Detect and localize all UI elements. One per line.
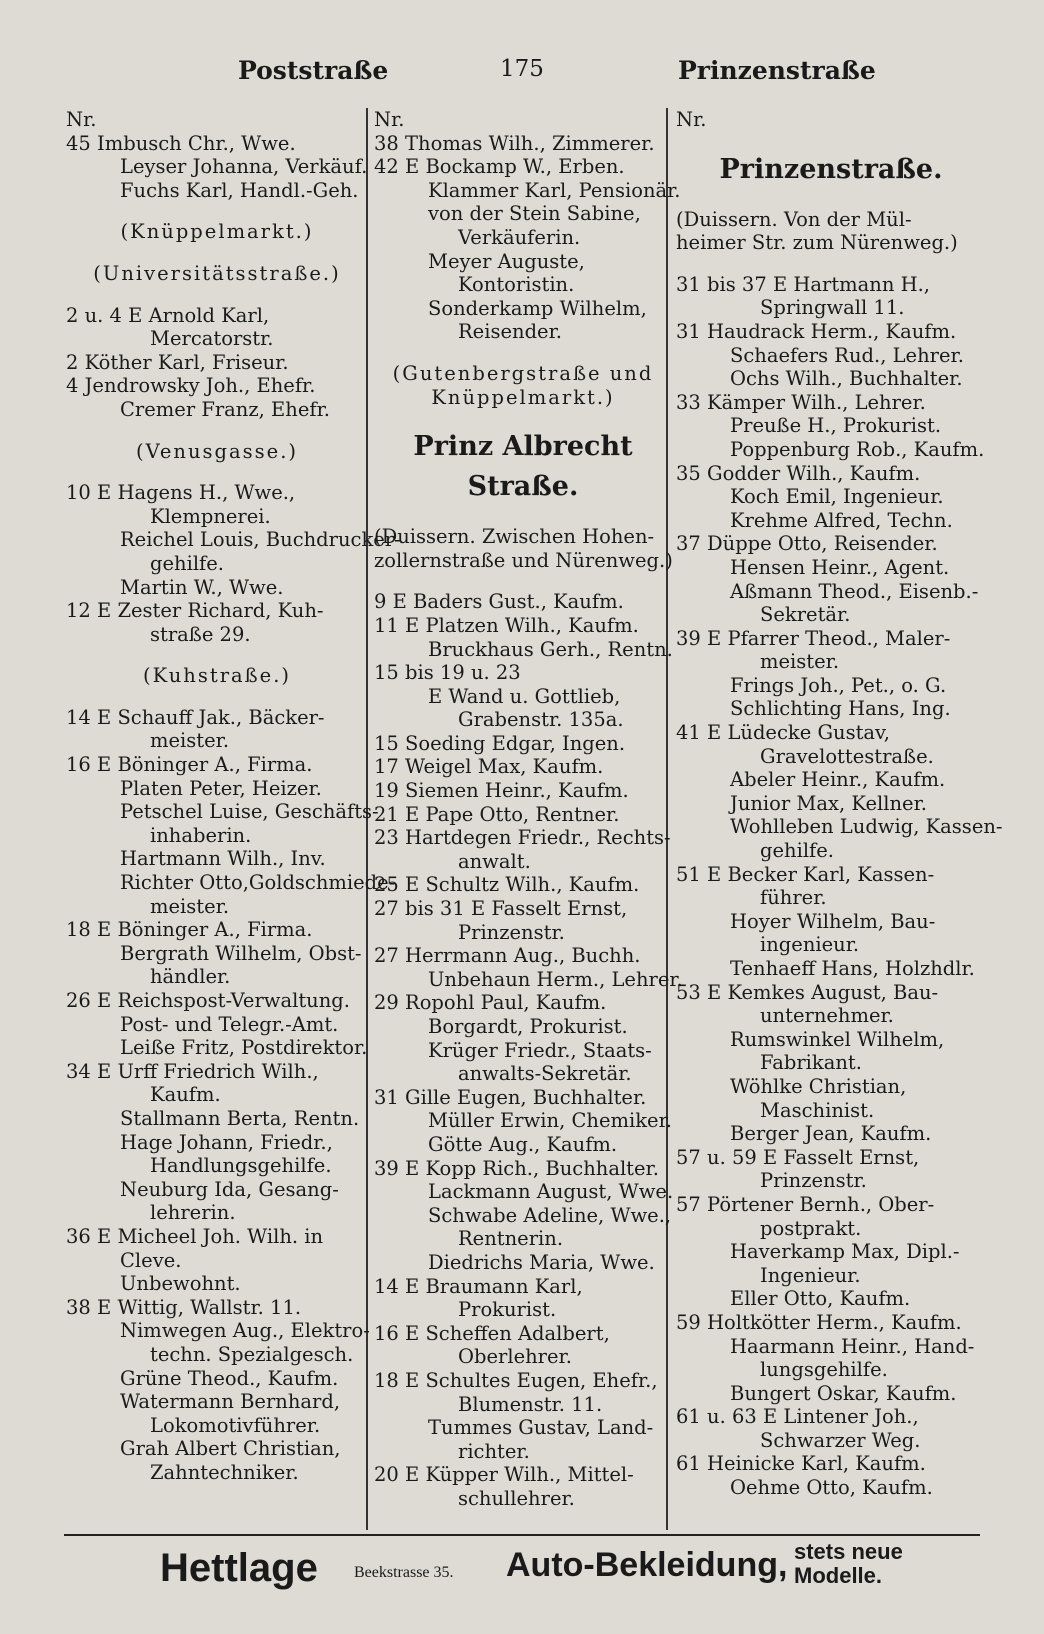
resident-entry: Leyser Johanna, Verkäuf. (120, 155, 368, 179)
resident-entry: Koch Emil, Ingenieur. (730, 485, 944, 509)
house-entry: 10 E Hagens H., Wwe., (66, 481, 296, 505)
resident-entry: Frings Joh., Pet., o. G. (730, 673, 947, 697)
entry-continuation: Klempnerei. (150, 504, 271, 528)
house-entry: 31 Gille Eugen, Buchhalter. (374, 1085, 647, 1109)
house-entry: 4 Jendrowsky Joh., Ehefr. (66, 374, 316, 398)
resident-entry: Sonderkamp Wilhelm, (428, 296, 647, 320)
street-description: heimer Str. zum Nürenweg.) (676, 231, 958, 255)
street-crossing: (Universitätsstraße.) (93, 261, 341, 285)
resident-entry: Unbewohnt. (120, 1272, 241, 1296)
resident-entry: Cremer Franz, Ehefr. (120, 397, 330, 421)
resident-entry: E Wand u. Gottlieb, (428, 684, 621, 708)
entry-continuation: ingenieur. (760, 933, 860, 957)
house-entry: 39 E Kopp Rich., Buchhalter. (374, 1156, 659, 1180)
spacer (66, 286, 368, 304)
house-entry: 18 E Schultes Eugen, Ehefr., (374, 1368, 658, 1392)
house-entry: 25 E Schultz Wilh., Kaufm. (374, 873, 640, 897)
house-entry: 15 Soeding Edgar, Ingen. (374, 731, 626, 755)
resident-entry: Hage Johann, Friedr., (120, 1130, 333, 1154)
entry-continuation: Prokurist. (458, 1298, 557, 1322)
resident-entry: Hensen Heinr., Agent. (730, 555, 950, 579)
resident-entry: Haverkamp Max, Dipl.- (730, 1240, 960, 1264)
entry-continuation: Gravelottestraße. (760, 744, 934, 768)
resident-entry: Watermann Bernhard, (120, 1390, 341, 1414)
entry-continuation: lehrerin. (150, 1201, 236, 1225)
ad-brand: Hettlage (160, 1546, 318, 1590)
resident-entry: Abeler Heinr., Kaufm. (730, 768, 946, 792)
entry-continuation: händler. (150, 965, 231, 989)
resident-entry: Neuburg Ida, Gesang- (120, 1177, 339, 1201)
entry-continuation: führer. (760, 886, 827, 910)
street-crossing: (Gutenbergstraße und (392, 361, 654, 385)
house-entry: 16 E Scheffen Adalbert, (374, 1321, 610, 1345)
entry-continuation: meister. (150, 894, 230, 918)
resident-entry: Meyer Auguste, (428, 249, 585, 273)
resident-entry: Fuchs Karl, Handl.-Geh. (120, 178, 359, 202)
house-entry: 17 Weigel Max, Kaufm. (374, 755, 604, 779)
spacer (66, 463, 368, 481)
resident-entry: Post- und Telegr.-Amt. (120, 1012, 339, 1036)
entry-continuation: straße 29. (150, 622, 251, 646)
resident-entry: Oehme Otto, Kaufm. (730, 1476, 933, 1500)
spacer (676, 132, 986, 150)
house-entry: 33 Kämper Wilh., Lehrer. (676, 390, 926, 414)
resident-entry: Grah Albert Christian, (120, 1437, 341, 1461)
column-header: Nr. (66, 108, 97, 131)
resident-entry: Unbehaun Herm., Lehrer. (428, 967, 683, 991)
spacer (374, 507, 672, 525)
entry-continuation: Handlungsgehilfe. (150, 1154, 332, 1178)
ad-tagline-1: stets neue (794, 1539, 903, 1564)
entry-continuation: Reisender. (458, 320, 562, 344)
resident-entry: Götte Aug., Kaufm. (428, 1132, 618, 1156)
entry-continuation: Maschinist. (760, 1098, 875, 1122)
spacer (66, 202, 368, 220)
resident-entry: Lackmann August, Wwe. (428, 1180, 674, 1204)
resident-entry: Aßmann Theod., Eisenb.- (730, 579, 979, 603)
resident-entry: Nimwegen Aug., Elektro- (120, 1319, 370, 1343)
spacer (676, 255, 986, 273)
street-description: (Duissern. Von der Mül- (676, 207, 912, 231)
house-entry: 36 E Micheel Joh. Wilh. in (66, 1224, 324, 1248)
entry-continuation: postprakt. (760, 1216, 862, 1240)
spacer (676, 190, 986, 208)
house-entry: 14 E Braumann Karl, (374, 1274, 583, 1298)
house-entry: 61 Heinicke Karl, Kaufm. (676, 1452, 926, 1476)
advertisement (64, 1540, 980, 1600)
house-entry: 45 Imbusch Chr., Wwe. (66, 131, 296, 155)
resident-entry: Leiße Fritz, Postdirektor. (120, 1036, 368, 1060)
resident-entry: Schlichting Hans, Ing. (730, 697, 951, 721)
house-entry: 41 E Lüdecke Gustav, (676, 721, 890, 745)
resident-entry: Grüne Theod., Kaufm. (120, 1366, 339, 1390)
entry-continuation: inhaberin. (150, 823, 252, 847)
resident-entry: Bungert Oskar, Kaufm. (730, 1381, 957, 1405)
resident-entry: Haarmann Heinr., Hand- (730, 1334, 975, 1358)
house-entry: 18 E Böninger A., Firma. (66, 918, 313, 942)
entry-continuation: Mercatorstr. (150, 327, 274, 351)
resident-entry: Müller Erwin, Chemiker. (428, 1109, 672, 1133)
resident-entry: Klammer Karl, Pensionär. (428, 178, 681, 202)
entry-continuation: Oberlehrer. (458, 1345, 572, 1369)
entry-continuation: Blumenstr. 11. (458, 1392, 603, 1416)
resident-entry: Berger Jean, Kaufm. (730, 1122, 932, 1146)
house-entry: 31 Haudrack Herm., Kaufm. (676, 319, 957, 343)
resident-entry: Cleve. (120, 1248, 182, 1272)
entry-continuation: Ingenieur. (760, 1263, 861, 1287)
house-entry: 11 E Platzen Wilh., Kaufm. (374, 613, 639, 637)
house-entry: 26 E Reichspost-Verwaltung. (66, 989, 350, 1012)
entry-continuation: gehilfe. (760, 839, 835, 863)
house-entry: 38 E Wittig, Wallstr. 11. (66, 1295, 302, 1319)
resident-entry: Schwabe Adeline, Wwe., (428, 1203, 672, 1227)
house-entry: 38 Thomas Wilh., Zimmerer. (374, 131, 655, 155)
entry-continuation: Grabenstr. 135a. (458, 708, 624, 732)
street-description: zollernstraße und Nürenweg.) (374, 548, 673, 572)
ad-tagline (794, 1540, 903, 1588)
resident-entry: Eller Otto, Kaufm. (730, 1287, 911, 1311)
header-right-street: Prinzenstraße (678, 56, 876, 85)
resident-entry: Bergrath Wilhelm, Obst- (120, 941, 362, 965)
resident-entry: Richter Otto,Goldschmiede- (120, 871, 396, 895)
spacer (66, 422, 368, 440)
resident-entry: Hoyer Wilhelm, Bau- (730, 909, 936, 933)
house-entry: 37 Düppe Otto, Reisender. (676, 532, 938, 556)
house-entry: 20 E Küpper Wilh., Mittel- (374, 1463, 634, 1487)
street-crossing: Knüppelmarkt.) (431, 385, 615, 409)
resident-entry: von der Stein Sabine, (428, 202, 641, 226)
entry-continuation: schullehrer. (458, 1486, 575, 1510)
entry-continuation: techn. Spezialgesch. (150, 1342, 354, 1366)
resident-entry: Krehme Alfred, Techn. (730, 508, 953, 532)
street-crossing: (Kuhstraße.) (142, 664, 292, 688)
entry-continuation: Kontoristin. (458, 273, 575, 297)
house-entry: 61 u. 63 E Lintener Joh., (676, 1405, 919, 1429)
house-entry: 57 u. 59 E Fasselt Ernst, (676, 1145, 920, 1169)
resident-entry: Borgardt, Prokurist. (428, 1015, 628, 1038)
header-left-street: Poststraße (238, 56, 389, 85)
entry-continuation: Verkäuferin. (458, 225, 581, 249)
house-entry: 51 E Becker Karl, Kassen- (676, 862, 935, 886)
entry-continuation: Zahntechniker. (150, 1460, 299, 1484)
spacer (374, 344, 672, 362)
column-3 (676, 108, 1003, 1500)
resident-entry: Poppenburg Rob., Kaufm. (730, 437, 985, 461)
house-entry: 21 E Pape Otto, Rentner. (374, 802, 620, 826)
entry-continuation: Schwarzer Weg. (760, 1428, 921, 1452)
house-entry: 19 Siemen Heinr., Kaufm. (374, 779, 629, 803)
entry-continuation: Prinzenstr. (458, 920, 565, 944)
entry-continuation: Prinzenstr. (760, 1169, 867, 1193)
street-heading: Prinzenstraße. (719, 153, 943, 185)
entry-continuation: unternehmer. (760, 1004, 894, 1028)
resident-entry: Hartmann Wilh., Inv. (120, 847, 326, 871)
spacer (66, 646, 368, 664)
ad-product: Auto-Bekleidung, (506, 1546, 788, 1584)
entry-continuation: anwalts-Sekretär. (458, 1062, 632, 1086)
house-entry: 53 E Kemkes August, Bau- (676, 980, 939, 1004)
resident-entry: Diedrichs Maria, Wwe. (428, 1250, 655, 1274)
entry-continuation: Springwall 11. (760, 296, 905, 320)
entry-continuation: Sekretär. (760, 603, 851, 627)
entry-continuation: meister. (760, 650, 840, 674)
resident-entry: Wöhlke Christian, (730, 1074, 907, 1098)
house-entry: 12 E Zester Richard, Kuh- (66, 599, 324, 623)
ad-tagline-2: Modelle. (794, 1563, 883, 1588)
street-description: (Duissern. Zwischen Hohen- (374, 525, 655, 549)
entry-continuation: anwalt. (458, 849, 531, 873)
resident-entry: Wohlleben Ludwig, Kassen- (730, 815, 1003, 839)
column-header: Nr. (374, 108, 405, 131)
resident-entry: Tenhaeff Hans, Holzhdlr. (730, 957, 975, 980)
entry-continuation: Kaufm. (150, 1083, 221, 1107)
house-entry: 34 E Urff Friedrich Wilh., (66, 1059, 319, 1083)
resident-entry: Tummes Gustav, Land- (428, 1416, 654, 1440)
resident-entry: Rumswinkel Wilhelm, (730, 1027, 945, 1051)
resident-entry: Ochs Wilh., Buchhalter. (730, 367, 963, 391)
spacer (66, 244, 368, 262)
house-entry: 9 E Baders Gust., Kaufm. (374, 590, 624, 614)
house-entry: 29 Ropohl Paul, Kaufm. (374, 991, 607, 1015)
resident-entry: Martin W., Wwe. (120, 575, 284, 599)
house-entry: 57 Pörtener Bernh., Ober- (676, 1192, 935, 1216)
street-crossing: (Knüppelmarkt.) (120, 220, 314, 244)
page-number: 175 (500, 56, 544, 82)
house-entry: 23 Hartdegen Friedr., Rechts- (374, 826, 671, 850)
resident-entry: Stallmann Berta, Rentn. (120, 1106, 360, 1130)
ad-divider (64, 1534, 980, 1536)
house-entry: 27 bis 31 E Fasselt Ernst, (374, 897, 628, 921)
spacer (374, 572, 672, 590)
entry-continuation: Rentnerin. (458, 1227, 564, 1251)
entry-continuation: Lokomotivführer. (150, 1413, 321, 1437)
spacer (66, 688, 368, 706)
resident-entry: Krüger Friedr., Staats- (428, 1038, 652, 1062)
street-crossing: (Venusgasse.) (135, 439, 299, 463)
house-entry: 59 Holtkötter Herm., Kaufm. (676, 1310, 962, 1334)
entry-continuation: meister. (150, 729, 230, 753)
column-1 (66, 108, 401, 1484)
house-entry: 14 E Schauff Jak., Bäcker- (66, 705, 325, 729)
resident-entry: Bruckhaus Gerh., Rentn. (428, 637, 673, 661)
entry-continuation: lungsgehilfe. (760, 1358, 888, 1382)
ad-address: Beekstrasse 35. (354, 1564, 454, 1581)
resident-entry: Junior Max, Kellner. (730, 791, 927, 815)
resident-entry: Reichel Louis, Buchdrucker- (120, 528, 401, 552)
entry-continuation: Fabrikant. (760, 1051, 862, 1075)
house-entry: 31 bis 37 E Hartmann H., (676, 272, 931, 296)
house-entry: 2 u. 4 E Arnold Karl, (66, 303, 270, 327)
entry-continuation: richter. (458, 1439, 530, 1463)
column-2 (374, 108, 683, 1510)
house-entry: 42 E Bockamp W., Erben. (374, 155, 625, 179)
house-entry: 27 Herrmann Aug., Buchh. (374, 944, 641, 968)
spacer (374, 409, 672, 427)
house-entry: 15 bis 19 u. 23 (374, 661, 521, 685)
house-entry: 2 Köther Karl, Friseur. (66, 350, 289, 374)
entry-continuation: gehilfe. (150, 551, 225, 575)
street-heading: Prinz Albrecht Straße. (413, 431, 633, 503)
column-header: Nr. (676, 108, 707, 131)
house-entry: 16 E Böninger A., Firma. (66, 753, 313, 777)
house-entry: 39 E Pfarrer Theod., Maler- (676, 626, 951, 650)
resident-entry: Platen Peter, Heizer. (120, 776, 322, 800)
house-entry: 35 Godder Wilh., Kaufm. (676, 461, 921, 485)
resident-entry: Schaefers Rud., Lehrer. (730, 343, 964, 367)
resident-entry: Petschel Luise, Geschäfts- (120, 800, 379, 824)
resident-entry: Preuße H., Prokurist. (730, 414, 942, 438)
